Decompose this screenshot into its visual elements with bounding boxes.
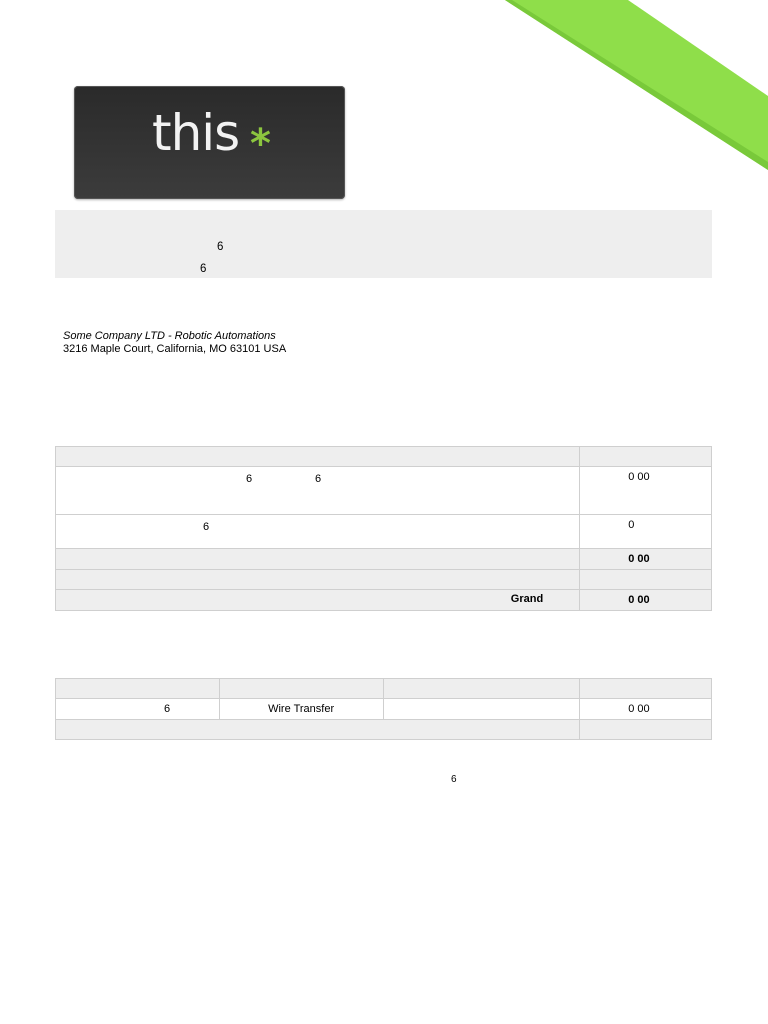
items-header-desc [56, 447, 580, 467]
payment-method: Wire Transfer [268, 703, 335, 715]
item-amount-cell [580, 467, 712, 515]
payments-footer-value-cell [580, 720, 712, 740]
company-address-block [63, 330, 286, 356]
spacer-cell [56, 570, 580, 590]
grand-total-label-cell [56, 590, 580, 611]
company-name: Some Company LTD - Robotic Automations [63, 330, 276, 342]
header-line-1: 6 [217, 241, 224, 253]
table-row [56, 515, 712, 549]
payments-table [55, 678, 712, 740]
item-desc-b: 6 [315, 473, 322, 485]
items-header-row [56, 447, 712, 467]
payments-header-ref [383, 679, 580, 699]
item-desc-cell [56, 515, 580, 549]
company-address: 3216 Maple Court, California, MO 63101 USA [63, 343, 287, 355]
table-row [56, 467, 712, 515]
grand-total-value: 0 00 [628, 594, 650, 606]
subtotal-label-cell [56, 549, 580, 570]
item-amount: 0 [628, 519, 635, 531]
payment-date: 6 [164, 703, 171, 715]
payments-header-date [56, 679, 220, 699]
subtotal-value-cell [580, 549, 712, 570]
subtotal-row [56, 549, 712, 570]
item-amount: 0 00 [628, 471, 650, 483]
footer-text: 6 [451, 774, 457, 785]
payment-method-cell [219, 699, 383, 720]
spacer-row [56, 570, 712, 590]
payments-header-row [56, 679, 712, 699]
item-desc-a: 6 [246, 473, 253, 485]
grand-total-value-cell [580, 590, 712, 611]
payments-header-amount [580, 679, 712, 699]
items-table [55, 446, 712, 611]
subtotal-value: 0 00 [628, 553, 650, 565]
item-desc-cell [56, 467, 580, 515]
grand-total-label: Grand [510, 593, 544, 605]
payment-date-cell [56, 699, 220, 720]
item-desc-a: 6 [203, 521, 210, 533]
header-line-2: 6 [200, 263, 207, 275]
payment-ref-cell [383, 699, 580, 720]
spacer-cell [580, 570, 712, 590]
items-header-amount [580, 447, 712, 467]
logo-text: this [152, 104, 240, 162]
payments-footer-row [56, 720, 712, 740]
grand-total-row [56, 590, 712, 611]
logo-star-icon: * [250, 121, 271, 167]
payments-footer-label-cell [56, 720, 580, 740]
invoice-header-band [55, 210, 712, 278]
payments-header-method [219, 679, 383, 699]
payment-amount-cell [580, 699, 712, 720]
item-amount-cell [580, 515, 712, 549]
payment-amount: 0 00 [628, 703, 650, 715]
table-row [56, 699, 712, 720]
